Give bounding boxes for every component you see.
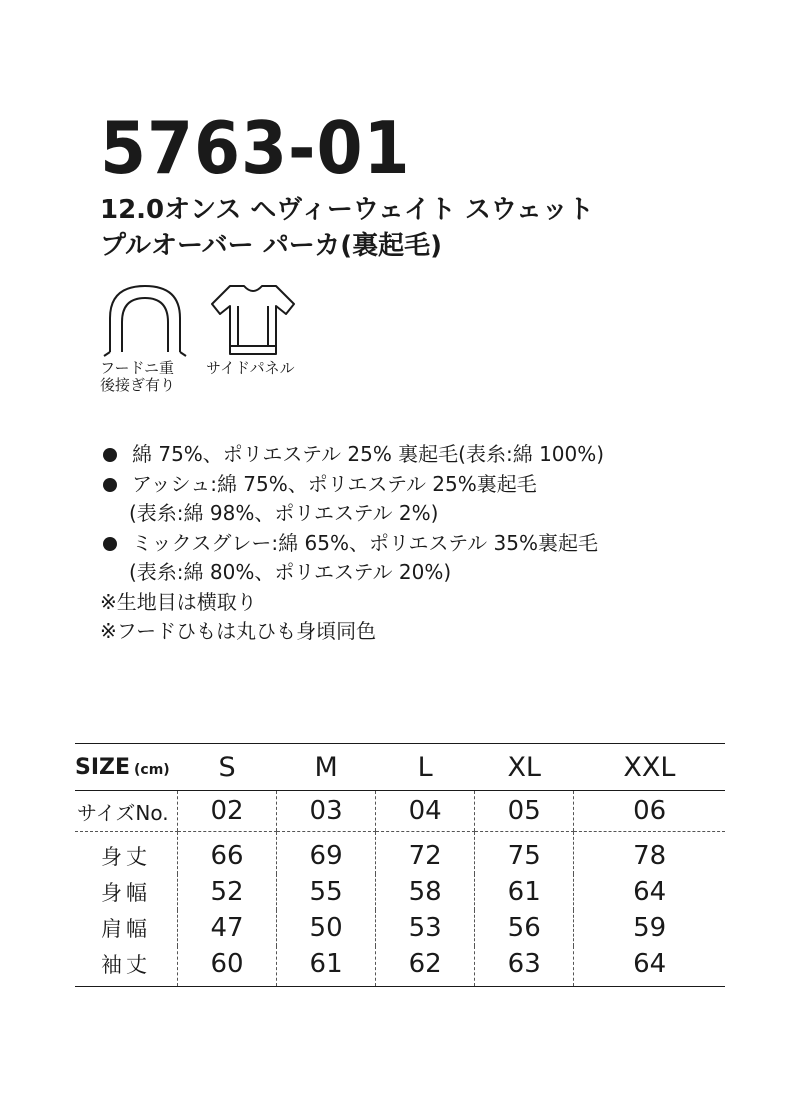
size-no-cell: 02 — [178, 791, 277, 832]
materials-list — [100, 440, 760, 647]
material-item-3-line-2: (表糸:綿 80%、ポリエステル 20%) — [129, 560, 452, 584]
table-cell: 58 — [376, 874, 475, 910]
size-no-label: サイズNo. — [75, 791, 178, 832]
product-name — [100, 192, 594, 264]
table-cell: 59 — [574, 910, 725, 946]
size-no-cell: 05 — [475, 791, 574, 832]
table-cell: 52 — [178, 874, 277, 910]
size-header-cell: S — [178, 744, 277, 791]
bullet-icon — [103, 448, 117, 462]
table-cell: 47 — [178, 910, 277, 946]
row-label: 肩幅 — [101, 917, 151, 941]
size-header-cell: XXL — [574, 744, 725, 791]
row-label: 身丈 — [101, 845, 151, 869]
size-no-cell: 06 — [574, 791, 725, 832]
feature-side-panel — [208, 280, 318, 377]
table-cell: 66 — [178, 832, 277, 875]
material-item-1-text: 綿 75%、ポリエステル 25% 裏起毛(表糸:綿 100%) — [132, 442, 605, 466]
size-header-cell: XL — [475, 744, 574, 791]
table-cell: 60 — [178, 946, 277, 987]
material-item — [100, 440, 760, 470]
table-cell: 55 — [277, 874, 376, 910]
size-header-cell: M — [277, 744, 376, 791]
note-fabric-grain: ※生地目は横取り — [100, 589, 257, 614]
table-row — [75, 832, 725, 875]
size-no-cell: 04 — [376, 791, 475, 832]
bullet-icon — [103, 478, 117, 492]
table-cell: 53 — [376, 910, 475, 946]
table-cell: 64 — [574, 946, 725, 987]
table-cell: 63 — [475, 946, 574, 987]
product-code: 5763-01 — [100, 106, 411, 190]
table-cell: 78 — [574, 832, 725, 875]
feature-side-panel-label: サイドパネル — [206, 359, 295, 377]
table-cell: 72 — [376, 832, 475, 875]
table-cell: 50 — [277, 910, 376, 946]
table-row — [75, 910, 725, 946]
material-item — [100, 529, 760, 588]
material-item — [100, 470, 760, 529]
size-table — [75, 743, 725, 987]
table-row — [75, 946, 725, 987]
table-cell: 61 — [475, 874, 574, 910]
row-label: 袖丈 — [75, 946, 178, 987]
table-cell: 61 — [277, 946, 376, 987]
hood-icon — [100, 280, 190, 360]
size-header-row — [75, 744, 725, 791]
note-hood-cord: ※フードひもは丸ひも身頃同色 — [100, 619, 377, 643]
size-no-row — [75, 791, 725, 832]
material-item-2-line-2: (表糸:綿 98%、ポリエステル 2%) — [129, 501, 439, 525]
material-item-2-line-1: アッシュ:綿 75%、ポリエステル 25%裏起毛 — [132, 471, 537, 496]
table-cell: 62 — [376, 946, 475, 987]
feature-hood-label: フードニ重 後接ぎ有り — [100, 359, 176, 394]
material-item-3-line-1: ミックスグレー:綿 65%、ポリエステル 35%裏起毛 — [132, 530, 598, 555]
size-header-cell: L — [376, 744, 475, 791]
table-cell: 69 — [277, 832, 376, 875]
side-panel-icon — [208, 280, 298, 360]
row-label: 身幅 — [101, 881, 151, 905]
size-unit: (cm) — [134, 761, 170, 778]
table-row — [75, 874, 725, 910]
product-name-line-2: プルオーバー パーカ(裏起毛) — [100, 231, 442, 261]
table-cell: 64 — [574, 874, 725, 910]
table-cell: 56 — [475, 910, 574, 946]
bullet-icon — [103, 537, 117, 551]
product-name-line-1: 12.0オンス ヘヴィーウェイト スウェット — [100, 195, 594, 225]
size-header-label: SIZE (cm) — [75, 744, 178, 791]
table-cell: 75 — [475, 832, 574, 875]
feature-hood — [100, 280, 210, 394]
size-no-cell: 03 — [277, 791, 376, 832]
